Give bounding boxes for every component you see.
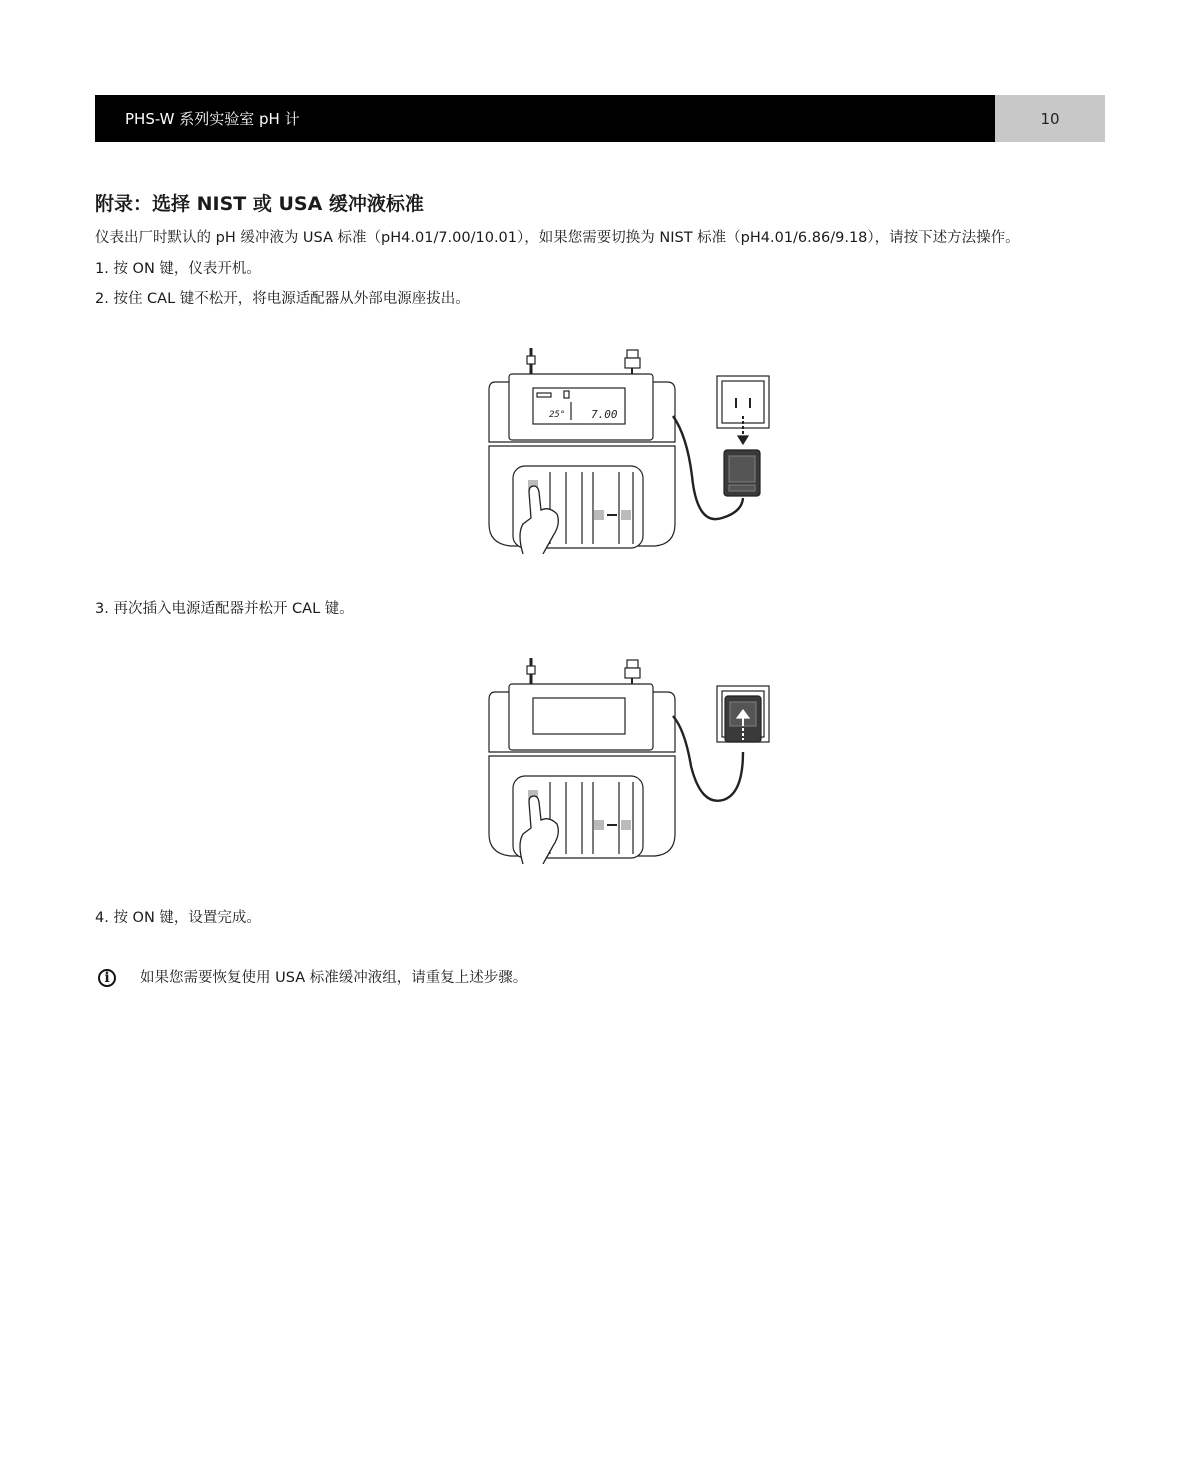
info-circle-icon: i — [98, 969, 116, 987]
electrode-connector-left — [527, 658, 535, 684]
figure-unplug-adapter — [487, 346, 777, 554]
step-3: 3. 再次插入电源适配器并松开 CAL 键。 — [95, 601, 354, 617]
note-text: 如果您需要恢复使用 USA 标准缓冲液组，请重复上述步骤。 — [140, 970, 528, 986]
lcd-ph-value: 7.00 — [591, 408, 618, 421]
lcd-temperature: 25° — [549, 410, 566, 420]
note — [95, 968, 527, 988]
intro-paragraph: 仪表出厂时默认的 pH 缓冲液为 USA 标准（pH4.01/7.00/10.01），如果您需要切换为 NIST 标准（pH4.01/6.86/9.18），请按下述方法操作。 — [95, 230, 1020, 246]
step-2: 2. 按住 CAL 键不松开，将电源适配器从外部电源座拔出。 — [95, 291, 470, 307]
section-heading: 附录：选择 NIST 或 USA 缓冲液标准 — [95, 193, 424, 215]
figure-replug-adapter — [487, 656, 777, 864]
page-header — [95, 95, 1105, 142]
electrode-connector-left — [527, 348, 535, 374]
page-number: 10 — [995, 95, 1105, 142]
step-1: 1. 按 ON 键，仪表开机。 — [95, 261, 261, 277]
step-4: 4. 按 ON 键，设置完成。 — [95, 910, 261, 926]
header-title: PHS-W 系列实验室 pH 计 — [95, 95, 995, 142]
electrode-connector-right — [625, 350, 640, 374]
electrode-connector-right — [625, 660, 640, 684]
